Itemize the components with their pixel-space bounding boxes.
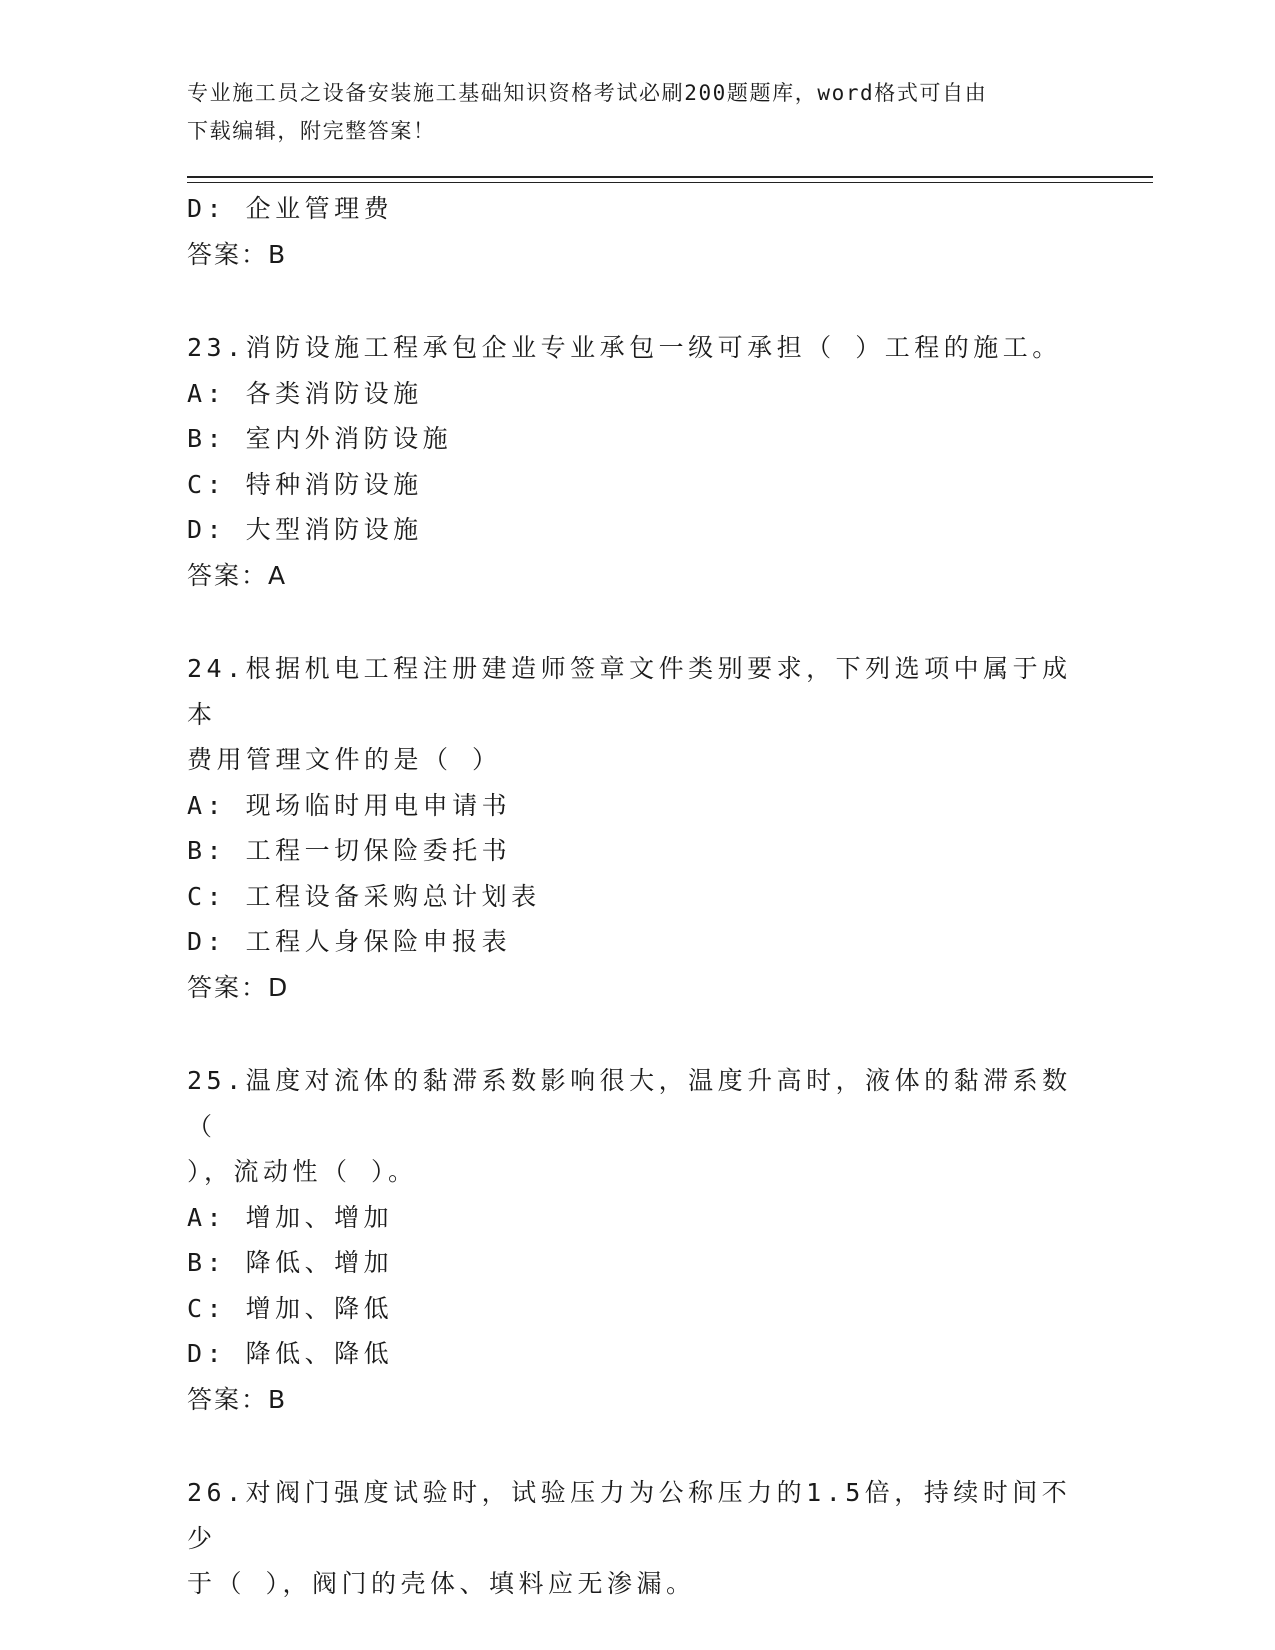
option-a: A: 现场临时用电申请书 [187, 790, 512, 820]
spacer [187, 1010, 1087, 1058]
question-stem-line-2: 于（ ），阀门的壳体、填料应无渗漏。 [187, 1569, 696, 1598]
question-26 [187, 1470, 1087, 1607]
question-stem-line-1: 26.对阀门强度试验时，试验压力为公称压力的1.5倍，持续时间不少 [187, 1478, 1072, 1553]
option-d: D: 大型消防设施 [187, 515, 423, 544]
question-stem: 23.消防设施工程承包企业专业承包一级可承担（ ）工程的施工。 [187, 333, 1062, 362]
answer-line: 答案：B [187, 239, 288, 269]
document-header [187, 74, 1067, 150]
option-b: B: 工程一切保险委托书 [187, 836, 512, 865]
option-c: C: 增加、降低 [187, 1293, 394, 1323]
question-22-tail [187, 186, 1087, 277]
question-stem-line-1: 24.根据机电工程注册建造师签章文件类别要求，下列选项中属于成本 [187, 654, 1072, 729]
question-stem-line-2: 费用管理文件的是（ ） [187, 745, 502, 774]
header-divider-thick [187, 176, 1153, 178]
answer-line: 答案：A [187, 560, 288, 590]
option-b: B: 室内外消防设施 [187, 424, 453, 453]
option-b: B: 降低、增加 [187, 1248, 394, 1277]
document-body [187, 186, 1087, 1607]
question-stem-line-1: 25.温度对流体的黏滞系数影响很大，温度升高时，液体的黏滞系数（ [187, 1066, 1072, 1141]
option-d: D: 工程人身保险申报表 [187, 927, 512, 956]
option-d: D: 企业管理费 [187, 194, 394, 223]
header-title-line-1: 专业施工员之设备安装施工基础知识资格考试必刷200题题库，word格式可自由 [187, 81, 988, 105]
header-title-line-2: 下载编辑，附完整答案！ [187, 119, 436, 143]
question-24 [187, 646, 1087, 1010]
option-a: A: 各类消防设施 [187, 378, 423, 408]
option-c: C: 特种消防设施 [187, 469, 423, 499]
option-a: A: 增加、增加 [187, 1202, 394, 1232]
question-stem-line-2: ），流动性（ ）。 [187, 1157, 418, 1186]
spacer [187, 277, 1087, 325]
option-d: D: 降低、降低 [187, 1339, 394, 1368]
answer-line: 答案：D [187, 972, 290, 1002]
spacer [187, 1422, 1087, 1470]
header-divider-thin [187, 182, 1153, 183]
spacer [187, 598, 1087, 646]
question-23 [187, 325, 1087, 598]
question-25 [187, 1058, 1087, 1422]
option-c: C: 工程设备采购总计划表 [187, 881, 541, 911]
answer-line: 答案：B [187, 1384, 288, 1414]
